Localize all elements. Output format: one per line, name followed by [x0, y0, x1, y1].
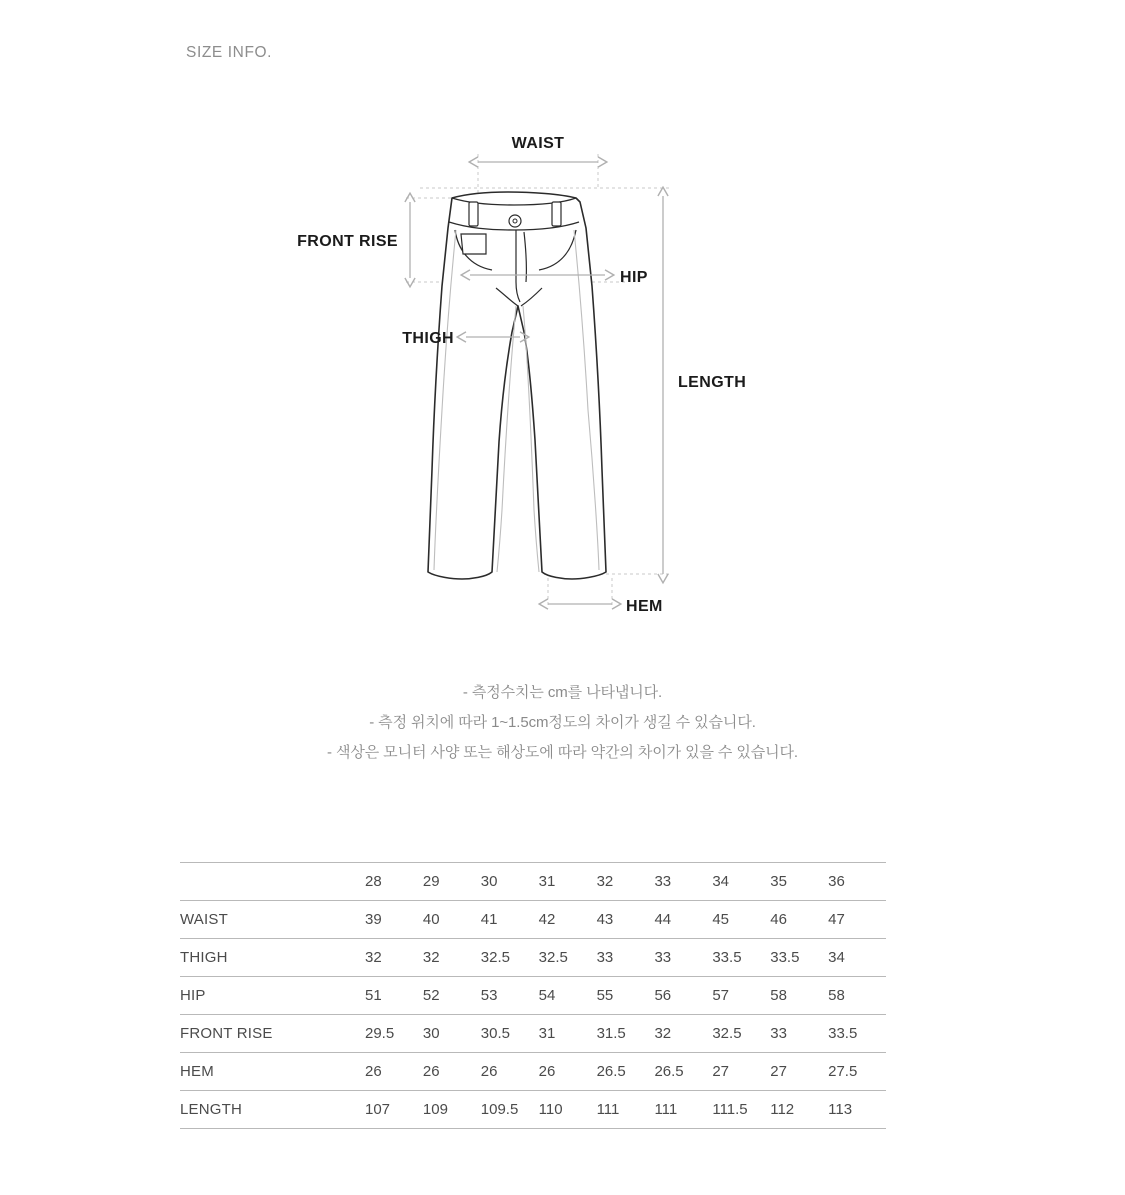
table-cell: 33: [597, 939, 655, 977]
table-cell: 32: [365, 939, 423, 977]
table-cell: 31: [539, 1015, 597, 1053]
table-cell: 32.5: [539, 939, 597, 977]
row-label: HEM: [180, 1053, 365, 1091]
size-header-cell: 31: [539, 863, 597, 901]
table-cell: 56: [654, 977, 712, 1015]
table-cell: 33: [770, 1015, 828, 1053]
coin-pocket: [461, 234, 486, 254]
row-label: WAIST: [180, 901, 365, 939]
page-title: SIZE INFO.: [186, 44, 273, 61]
size-header-cell: 36: [828, 863, 886, 901]
table-cell: 58: [828, 977, 886, 1015]
table-row: [180, 939, 886, 977]
size-diagram: [280, 110, 840, 650]
table-cell: 52: [423, 977, 481, 1015]
hem-label: HEM: [626, 598, 663, 615]
pants-technical-drawing: [280, 110, 840, 650]
table-cell: 29.5: [365, 1015, 423, 1053]
table-row: [180, 901, 886, 939]
note-line: - 색상은 모니터 사양 또는 해상도에 따라 약간의 차이가 있을 수 있습니다.: [326, 744, 799, 761]
table-cell: 26.5: [654, 1053, 712, 1091]
size-header-cell: 34: [712, 863, 770, 901]
table-cell: 53: [481, 977, 539, 1015]
table-row: [180, 1091, 886, 1129]
length-label: LENGTH: [678, 374, 747, 391]
note-line: - 측정수치는 cm를 나타냅니다.: [462, 684, 663, 701]
table-cell: 113: [828, 1091, 886, 1129]
table-cell: 30.5: [481, 1015, 539, 1053]
size-header-cell: 30: [481, 863, 539, 901]
size-header-cell: 29: [423, 863, 481, 901]
table-cell: 26: [539, 1053, 597, 1091]
table-corner-cell: [180, 863, 365, 901]
table-cell: 45: [712, 901, 770, 939]
table-cell: 46: [770, 901, 828, 939]
table-row: [180, 977, 886, 1015]
size-table: [180, 862, 886, 1129]
table-cell: 109.5: [481, 1091, 539, 1129]
table-cell: 26: [423, 1053, 481, 1091]
table-cell: 42: [539, 901, 597, 939]
waist-label: WAIST: [511, 135, 565, 152]
table-cell: 32.5: [712, 1015, 770, 1053]
table-cell: 44: [654, 901, 712, 939]
hip-label: HIP: [620, 269, 648, 286]
table-cell: 111.5: [712, 1091, 770, 1129]
table-cell: 26: [365, 1053, 423, 1091]
table-cell: 33: [654, 939, 712, 977]
table-cell: 32: [654, 1015, 712, 1053]
table-cell: 39: [365, 901, 423, 939]
table-cell: 34: [828, 939, 886, 977]
thigh-label: THIGH: [402, 330, 454, 347]
table-cell: 41: [481, 901, 539, 939]
table-cell: 55: [597, 977, 655, 1015]
table-cell: 27: [770, 1053, 828, 1091]
table-cell: 112: [770, 1091, 828, 1129]
table-cell: 32: [423, 939, 481, 977]
table-cell: 27.5: [828, 1053, 886, 1091]
table-cell: 33.5: [770, 939, 828, 977]
table-cell: 27: [712, 1053, 770, 1091]
row-label: LENGTH: [180, 1091, 365, 1129]
table-cell: 109: [423, 1091, 481, 1129]
table-cell: 40: [423, 901, 481, 939]
table-row: [180, 1015, 886, 1053]
table-cell: 51: [365, 977, 423, 1015]
table-cell: 33.5: [828, 1015, 886, 1053]
size-table-container: [180, 862, 886, 1129]
waist-button: [509, 215, 521, 227]
table-row: [180, 1053, 886, 1091]
table-cell: 110: [539, 1091, 597, 1129]
row-label: HIP: [180, 977, 365, 1015]
table-cell: 26: [481, 1053, 539, 1091]
table-cell: 31.5: [597, 1015, 655, 1053]
table-cell: 33.5: [712, 939, 770, 977]
table-cell: 26.5: [597, 1053, 655, 1091]
table-cell: 57: [712, 977, 770, 1015]
table-cell: 58: [770, 977, 828, 1015]
table-cell: 30: [423, 1015, 481, 1053]
note-line: - 측정 위치에 따라 1~1.5cm정도의 차이가 생길 수 있습니다.: [369, 714, 756, 731]
pants-outline: [428, 192, 606, 579]
size-header-cell: 28: [365, 863, 423, 901]
size-header-cell: 33: [654, 863, 712, 901]
table-cell: 47: [828, 901, 886, 939]
row-label: THIGH: [180, 939, 365, 977]
measurement-notes: [0, 678, 1125, 768]
table-cell: 111: [597, 1091, 655, 1129]
table-cell: 54: [539, 977, 597, 1015]
table-header-row: [180, 863, 886, 901]
table-cell: 111: [654, 1091, 712, 1129]
table-cell: 43: [597, 901, 655, 939]
row-label: FRONT RISE: [180, 1015, 365, 1053]
table-cell: 32.5: [481, 939, 539, 977]
front-rise-label: FRONT RISE: [297, 233, 398, 250]
size-header-cell: 35: [770, 863, 828, 901]
table-cell: 107: [365, 1091, 423, 1129]
size-header-cell: 32: [597, 863, 655, 901]
